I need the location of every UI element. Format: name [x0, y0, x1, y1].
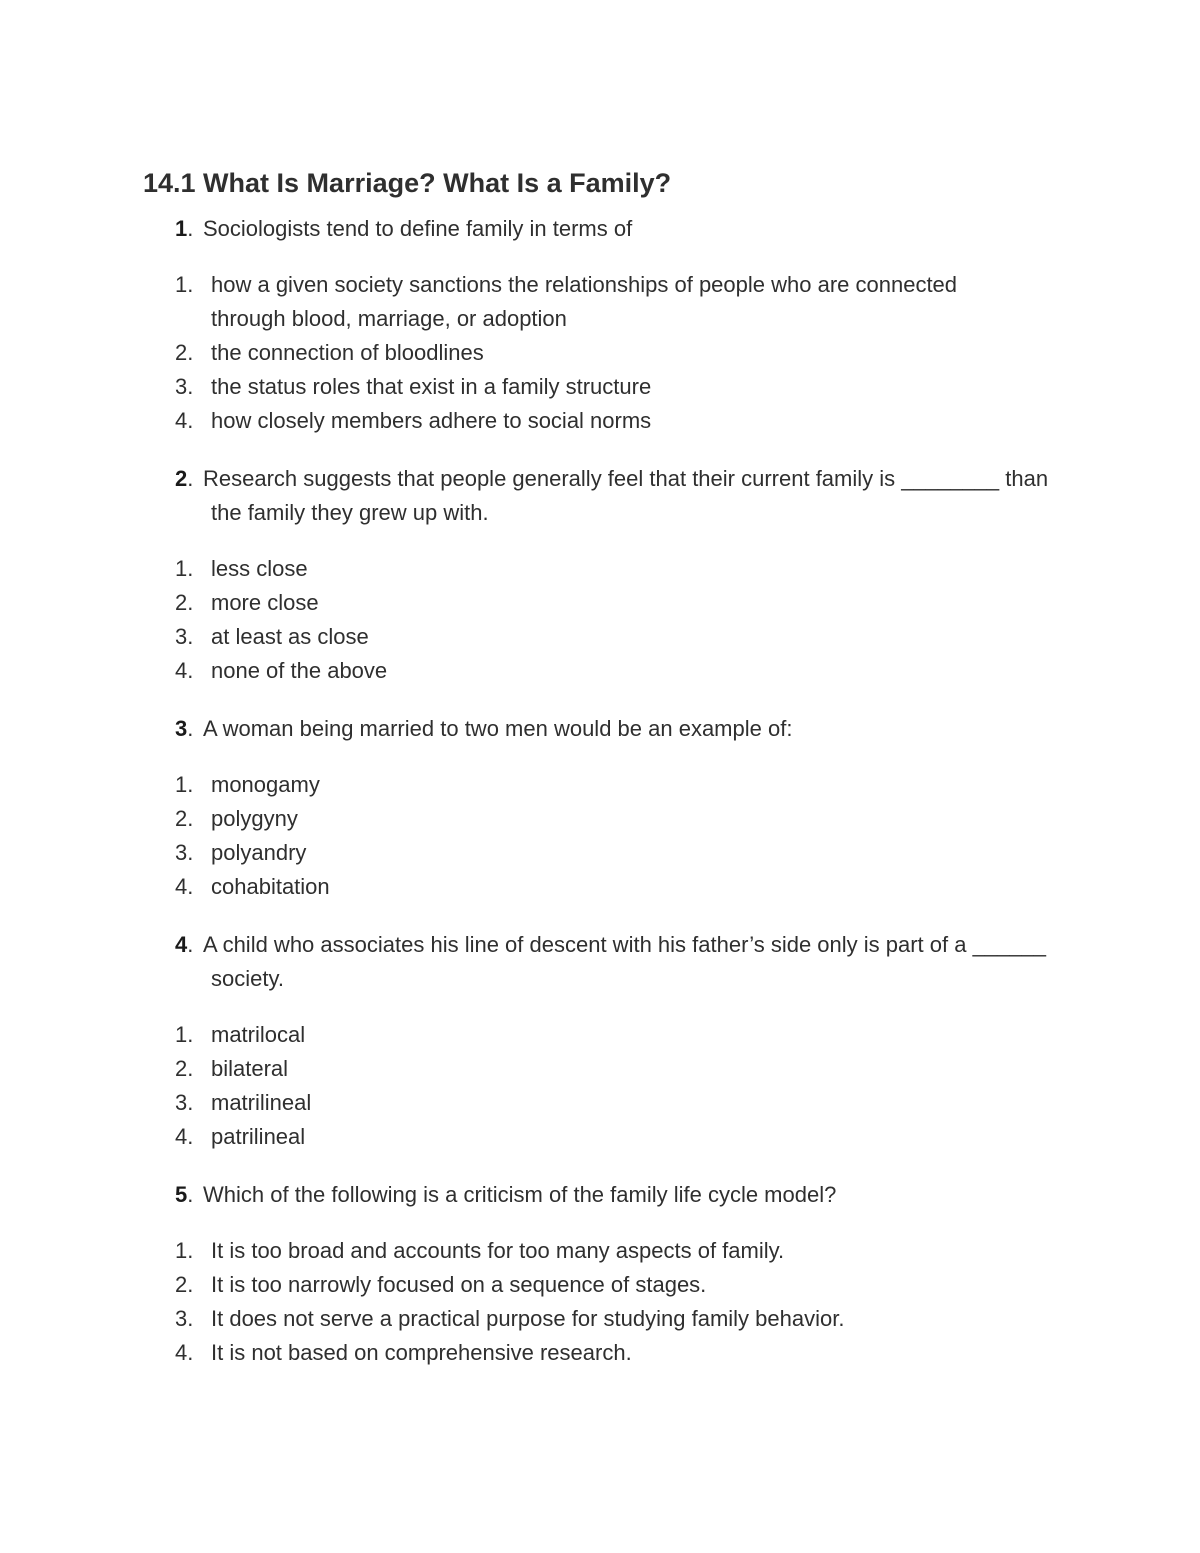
- option-number: 3.: [175, 1090, 194, 1115]
- option-text: cohabitation: [211, 874, 330, 899]
- question-number: 5: [175, 1182, 188, 1207]
- option-text: It does not serve a practical purpose for studying family behavior.: [211, 1306, 845, 1331]
- answer-option: [0, 1302, 1200, 1336]
- option-number: 3.: [175, 840, 194, 865]
- answer-option: [0, 404, 1200, 438]
- option-text: bilateral: [211, 1056, 289, 1081]
- answer-option: [0, 1336, 1200, 1370]
- answer-option: [0, 1120, 1200, 1154]
- option-text: the connection of bloodlines: [211, 340, 484, 365]
- option-number: 2.: [175, 340, 194, 365]
- option-text: It is not based on comprehensive research.: [211, 1340, 632, 1365]
- option-number: 4.: [175, 1124, 194, 1149]
- option-number: 4.: [175, 1340, 194, 1365]
- option-text: It is too narrowly focused on a sequence of stages.: [211, 1272, 707, 1297]
- option-number: 1.: [175, 1238, 194, 1263]
- answer-option: [0, 1234, 1200, 1268]
- question-number: 4: [175, 932, 188, 957]
- option-text: less close: [211, 556, 308, 581]
- answer-option: [0, 802, 1200, 836]
- option-number: 1.: [175, 1022, 194, 1047]
- option-text: polyandry: [211, 840, 307, 865]
- option-number: 2.: [175, 1056, 194, 1081]
- option-number: 3.: [175, 374, 194, 399]
- question-text: Sociologists tend to define family in terms of: [203, 216, 633, 241]
- option-text: polygyny: [211, 806, 298, 831]
- question-number: 2: [175, 466, 188, 491]
- question-4: [0, 928, 1200, 1154]
- option-text: matrilocal: [211, 1022, 306, 1047]
- option-number: 1.: [175, 272, 194, 297]
- answer-option: [0, 654, 1200, 688]
- answer-options: [0, 552, 1200, 688]
- answer-option: [0, 268, 1200, 336]
- option-number: 2.: [175, 1272, 194, 1297]
- question-stem: 5. Which of the following is a criticism of the family life cycle model?: [175, 1182, 837, 1207]
- option-text: patrilineal: [211, 1124, 306, 1149]
- question-text: A woman being married to two men would be an example of:: [203, 716, 793, 741]
- option-number: 3.: [175, 624, 194, 649]
- answer-option: [0, 620, 1200, 654]
- option-number: 1.: [175, 772, 194, 797]
- answer-option: [0, 768, 1200, 802]
- question-3: [0, 712, 1200, 904]
- option-text: It is too broad and accounts for too many aspects of family.: [211, 1238, 785, 1263]
- answer-option: [0, 1052, 1200, 1086]
- option-number: 2.: [175, 806, 194, 831]
- answer-options: [0, 1234, 1200, 1370]
- question-stem: 2. Research suggests that people generally feel that their current family is ________ than the family they grew up with.: [175, 466, 1049, 525]
- option-text: how a given society sanctions the relationships of people who are connected through blood, marriage, or adoption: [211, 272, 958, 331]
- option-text: how closely members adhere to social norms: [211, 408, 652, 433]
- option-number: 2.: [175, 590, 194, 615]
- option-number: 4.: [175, 408, 194, 433]
- answer-option: [0, 370, 1200, 404]
- question-number: 3: [175, 716, 188, 741]
- option-text: matrilineal: [211, 1090, 312, 1115]
- section-title: 14.1 What Is Marriage? What Is a Family?: [143, 168, 672, 198]
- option-text: more close: [211, 590, 319, 615]
- question-text: Research suggests that people generally feel that their current family is ________ than the family they grew up with.: [203, 466, 1049, 525]
- question-stem: 4. A child who associates his line of descent with his father’s side only is part of a ______ society.: [175, 932, 1047, 991]
- question-text: A child who associates his line of descent with his father’s side only is part of a ______ society.: [203, 932, 1047, 991]
- question-5: [0, 1178, 1200, 1370]
- answer-options: [0, 1018, 1200, 1154]
- option-number: 1.: [175, 556, 194, 581]
- question-number: 1: [175, 216, 188, 241]
- question-list: [0, 212, 1200, 1394]
- option-text: none of the above: [211, 658, 388, 683]
- answer-option: [0, 336, 1200, 370]
- question-stem: 1. Sociologists tend to define family in terms of: [175, 216, 633, 241]
- option-text: monogamy: [211, 772, 320, 797]
- question-1: [0, 212, 1200, 438]
- answer-option: [0, 1018, 1200, 1052]
- option-text: the status roles that exist in a family structure: [211, 374, 652, 399]
- question-stem: 3. A woman being married to two men would be an example of:: [175, 716, 793, 741]
- answer-option: [0, 1268, 1200, 1302]
- option-number: 4.: [175, 658, 194, 683]
- answer-option: [0, 870, 1200, 904]
- answer-options: [0, 268, 1200, 438]
- option-text: at least as close: [211, 624, 369, 649]
- question-2: [0, 462, 1200, 688]
- option-number: 4.: [175, 874, 194, 899]
- question-text: Which of the following is a criticism of the family life cycle model?: [203, 1182, 837, 1207]
- answer-option: [0, 552, 1200, 586]
- answer-options: [0, 768, 1200, 904]
- answer-option: [0, 1086, 1200, 1120]
- answer-option: [0, 586, 1200, 620]
- answer-option: [0, 836, 1200, 870]
- option-number: 3.: [175, 1306, 194, 1331]
